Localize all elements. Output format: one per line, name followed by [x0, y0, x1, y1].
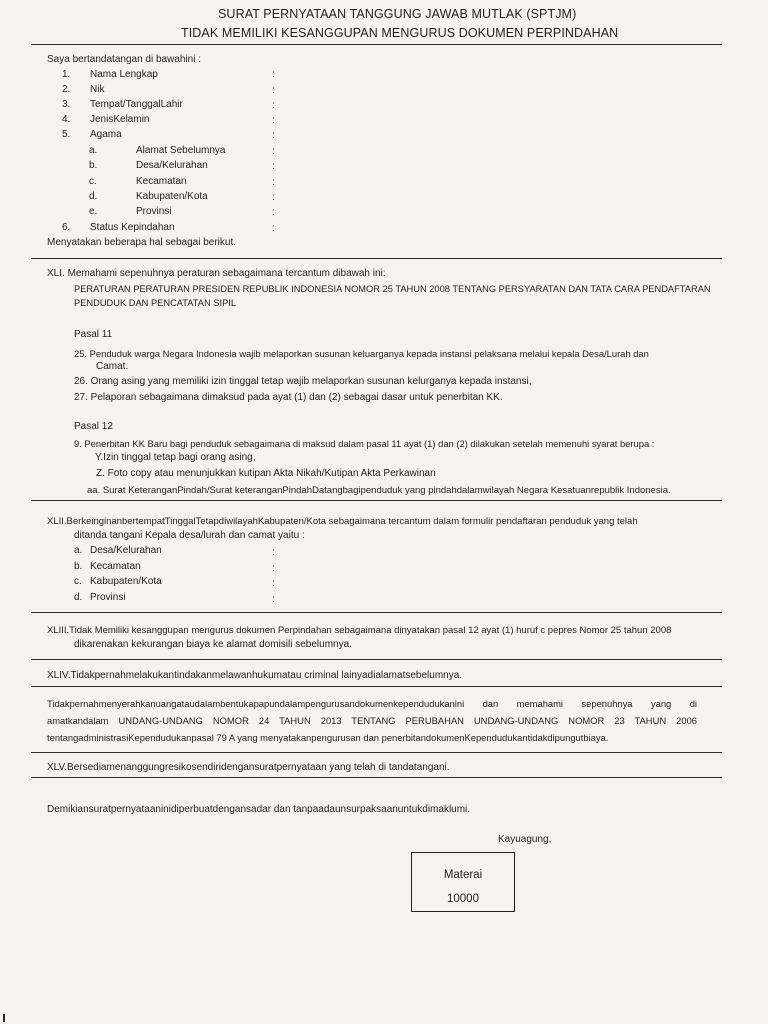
field-label: Tempat/TanggalLahir [90, 99, 183, 110]
section-xliii-text: XLIII.Tidak Memiliki kesanggupan mengurus dokumen Perpindahan sebagaimana dinyatakan pasal 12 ayat (1) huruf c pepres Nomor 25 tahun 2008 [47, 625, 672, 636]
section-divider [31, 612, 722, 613]
header-divider [31, 44, 722, 45]
section-divider [31, 659, 722, 660]
signing-place: Kayuagung, [498, 834, 552, 845]
field-label: Status Kepindahan [90, 222, 175, 233]
regulation-title: PERATURAN PERATURAN PRESIDEN REPUBLIK INDONESIA NOMOR 25 TAHUN 2008 TENTANG PERSYARATAN DAN TATA CARA PENDAFTARAN [74, 284, 711, 294]
pasal-item: 27. Pelaporan sebagaimana dimaksud pada ayat (1) dan (2) sebagai dasar untuk penerbitan KK. [74, 392, 503, 403]
pasal-subitem: aa. Surat KeteranganPindah/Surat keteranganPindahDatangbagipenduduk yang pindahdalamwilayah Negara Kesatuanrepublik Indonesia. [87, 485, 671, 496]
document-subtitle: TIDAK MEMILIKI KESANGGUPAN MENGURUS DOKUMEN PERPINDAHAN [181, 26, 619, 40]
pasal-11-heading: Pasal 11 [74, 329, 113, 340]
section-xlv-text: XLV.Bersediamenanggungresikosendiridengansuratpernyataan yang telah di tandatangani. [47, 762, 450, 773]
section-divider [31, 752, 722, 753]
section-xliv-text: XLIV.Tidakpernahmelakukantindakanmelawanhukumatau criminal lainyadialamatsebelumnya. [47, 670, 463, 681]
identity-intro: Saya bertandatangan di bawahini : [47, 54, 202, 65]
section-divider [31, 777, 722, 778]
document-title: SURAT PERNYATAAN TANGGUNG JAWAB MUTLAK (SPTJM) [218, 7, 577, 21]
pasal-item: 25. Penduduk warga Negara Indonesia wajib melaporkan susunan keluarganya kepada instansi pelaksana melalui kepala Desa/Lurah dan [74, 348, 649, 359]
section-xliii-text-cont: dikarenakan kekurangan biaya ke alamat domisili sebelumnya. [74, 639, 352, 650]
document-page: SURAT PERNYATAAN TANGGUNG JAWAB MUTLAK (SPTJM) TIDAK MEMILIKI KESANGGUPAN MENGURUS DOKUMEN PERPINDAHAN Saya bertandatangan di bawahini : 1. Nama Lengkap : 2. Nik : 3. Tempat/TanggalLahir : 4. JenisKelamin : 5. Agama : a. Alamat Sebelumnya : b. Desa/Kelurahan : c. Kecamatan : d. Kabupaten/Kota : e. Provinsi : 6. Status Kepindahan : Menyatakan beberapa hal sebagai berikut. XLI. Memahami sepenuhnya peraturan sebagaimana tercantum dibawah ini: PERATURAN PERATURAN PRESIDEN REPUBLIK INDONESIA NOMOR 25 TAHUN 2008 TENTANG PERSYARATAN DAN TATA CARA PENDAFTARAN PENDUDUK DAN PENCATATAN SIPIL Pasal 11 25. Penduduk warga Negara Indonesia wajib melaporkan susunan keluarganya kepada instansi pelaksana melalui kepala Desa/Lurah dan Camat. 26. Orang asing yang memiliki izin tinggal tetap wajib melaporkan susunan kelurganya kepada instansi, 27. Pelaporan sebagaimana dimaksud pada ayat (1) dan (2) sebagai dasar untuk penerbitan KK. Pasal 12 9. Penerbitan KK Baru bagi penduduk sebagaimana di maksud dalam pasal 11 ayat (1) dan (2) dilakukan setelah memenuhi syarat berupa : Y.Izin tinggal tetap bagi orang asing, Z. Foto copy atau menunjukkan kutipan Akta Nikah/Kutipan Akta Perkawinan aa. Surat KeteranganPindah/Surat keteranganPindahDatangbagipenduduk yang pindahdalamwilayah Negara Kesatuanrepublik Indonesia. XLII.BerkeinginanbertempatTinggalTetapdiwilayahKabupaten/Kota sebagaimana tercantum dalam formulir pendaftaran penduduk yang telah ditanda tangani Kepala desa/lurah dan camat yaitu : a. Desa/Kelurahan : b. Kecamatan : c. Kabupaten/Kota : d. Provinsi : XLIII.Tidak Memiliki kesanggupan mengurus dokumen Perpindahan sebagaimana dinyatakan pasal 12 ayat (1) huruf c pepres Nomor 25 tahun 2008 dikarenakan kekurangan biaya ke alamat domisili sebelumnya. XLIV.Tidakpernahmelakukantindakanmelawanhukumatau criminal lainyadialamatsebelumnya. Tidakpernahmenyerahkanuangataudalambentukapapundalampengurusandokumenkependudukanini dan memahami sepenuhnya yang di amatkandalam UNDANG-UNDANG NOMOR 24 TAHUN 2013 TENTANG PERUBAHAN UNDANG-UNDANG NOMOR 23 TAHUN 2006 tentangadministrasiKependudukanpasal 79 A yang menyatakanpengurusan dan penerbitandokumenKependudukantidakdipungutbiaya. XLV.Bersediamenanggungresikosendiridengansuratpernyataan yang telah di tandatangani. Demikiansuratpernyataaninidiperbuatdengansadar dan tanpaadaunsurpaksaanuntukdimaklumi. Kayuagung, Materai 10000 [0, 0, 768, 1024]
field-label: Kecamatan [90, 561, 141, 572]
pasal-12-heading: Pasal 12 [74, 421, 113, 432]
regulation-title-cont: PENDUDUK DAN PENCATATAN SIPIL [74, 298, 237, 308]
field-label: Agama [90, 129, 122, 140]
closing-text: Demikiansuratpernyataaninidiperbuatdengansadar dan tanpaadaunsurpaksaanuntukdimaklumi. [47, 804, 471, 815]
section-divider [31, 500, 722, 501]
section-divider [31, 686, 722, 687]
statement-text: amatkandalam UNDANG-UNDANG NOMOR 24 TAHUN 2013 TENTANG PERUBAHAN UNDANG-UNDANG NOMOR 23 TAHUN 2006 [47, 715, 697, 726]
field-label: Kabupaten/Kota [90, 576, 162, 587]
stamp-value: 10000 [447, 893, 479, 905]
stamp-label: Materai [443, 869, 483, 881]
section-xlii-text: XLII.BerkeinginanbertempatTinggalTetapdiwilayahKabupaten/Kota sebagaimana tercantum dalam formulir pendaftaran penduduk yang telah [47, 516, 638, 527]
pasal-subitem: Y.Izin tinggal tetap bagi orang asing, [95, 452, 256, 463]
statement-text: tentangadministrasiKependudukanpasal 79 A yang menyatakanpengurusan dan penerbitandokumenKependudukantidakdipungutbiaya. [47, 732, 609, 743]
field-label: Nama Lengkap [90, 69, 158, 80]
field-label: Kabupaten/Kota [136, 191, 208, 202]
pasal-subitem: Z. Foto copy atau menunjukkan kutipan Akta Nikah/Kutipan Akta Perkawinan [96, 468, 436, 479]
pasal-item: 9. Penerbitan KK Baru bagi penduduk sebagaimana di maksud dalam pasal 11 ayat (1) dan (2) dilakukan setelah memenuhi syarat berupa : [74, 438, 655, 449]
field-label: Desa/Kelurahan [90, 545, 162, 556]
statement-text: Tidakpernahmenyerahkanuangataudalambentukapapundalampengurusandokumenkependudukanini dan memahami sepenuhnya yang di [47, 698, 697, 709]
section-xlii-text-cont: ditanda tangani Kepala desa/lurah dan camat yaitu : [74, 530, 305, 541]
section-divider [31, 258, 722, 259]
field-label: Kecamatan [136, 176, 187, 187]
field-label: Nik [90, 84, 105, 95]
section-xli-heading: XLI. Memahami sepenuhnya peraturan sebagaimana tercantum dibawah ini: [47, 268, 386, 279]
field-label: Provinsi [136, 206, 172, 217]
field-label: Alamat Sebelumnya [136, 145, 226, 156]
field-label: JenisKelamin [90, 114, 150, 125]
field-label: Provinsi [90, 592, 126, 603]
pasal-item: 26. Orang asing yang memiliki izin tinggal tetap wajib melaporkan susunan kelurganya kepada instansi, [74, 376, 532, 387]
identity-closing: Menyatakan beberapa hal sebagai berikut. [47, 237, 237, 248]
scan-mark [3, 1014, 5, 1022]
field-label: Desa/Kelurahan [136, 160, 208, 171]
materai-stamp-box [411, 852, 515, 912]
pasal-item-cont: Camat. [96, 361, 129, 372]
